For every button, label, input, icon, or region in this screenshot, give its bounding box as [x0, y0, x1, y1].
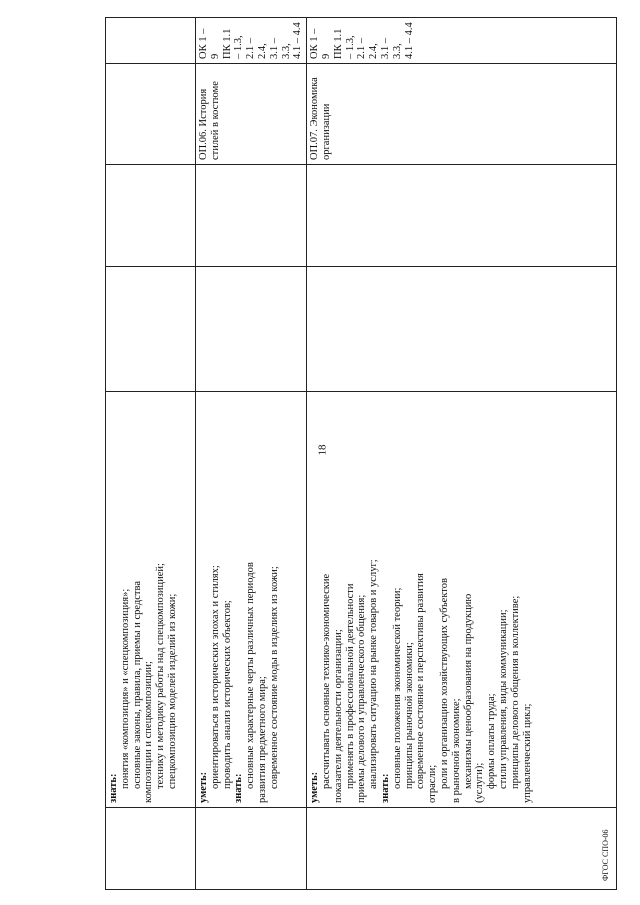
competency-line: 3.1 – 3.3, [379, 38, 403, 59]
competency-table [105, 17, 617, 890]
hours-max-cell [307, 267, 617, 392]
know-label: знать: [233, 773, 245, 803]
requirement-line: стили управления, виды коммуникации; [497, 609, 509, 789]
can-label: уметь: [198, 771, 209, 803]
requirement-line: основные законы, правила, приемы и средства [131, 581, 143, 789]
hours-max-cell [196, 267, 307, 392]
requirement-line: развития предметного мира; [256, 676, 268, 803]
competency-line: ПК 1.1 – 1.3, [332, 28, 356, 59]
competency-cell [106, 18, 196, 64]
competency-line: 4.1 – 4.4 [292, 22, 304, 59]
requirement-line: понятия «композиция» и «спецкомпозиция»; [119, 588, 131, 789]
competency-line: ОК 1 – 9 [198, 28, 221, 59]
competency-line: 2.1 – 2.4, [356, 38, 380, 59]
cell-empty [106, 808, 196, 890]
cell-empty [307, 808, 617, 890]
table-row [106, 18, 196, 890]
hours-class-cell [307, 165, 617, 267]
requirement-line: рассчитывать основные технико-экономические [320, 573, 332, 789]
requirement-line: основные характерные черты различных периодов [245, 562, 257, 789]
table-row [307, 18, 617, 890]
cell-empty [196, 808, 307, 890]
requirements-cell [106, 392, 196, 808]
document-footer: ФГОС СПО-06 [601, 829, 610, 881]
requirement-line: принципы делового общения в коллективе; [509, 595, 521, 789]
requirement-line: ориентироваться в исторических эпохах и стилях; [209, 565, 221, 789]
requirement-line: принципы рыночной экономики; [403, 642, 415, 789]
requirement-line: показатели деятельности организации; [332, 629, 344, 803]
discipline-cell [106, 64, 196, 165]
requirements-cell [196, 392, 307, 808]
table-row [196, 18, 307, 890]
hours-max-cell [106, 267, 196, 392]
discipline-cell: ОП.06. История стилей в костюме [196, 64, 307, 165]
requirements-cell [307, 392, 617, 808]
know-label: знать: [379, 773, 391, 803]
can-label: уметь: [309, 771, 321, 803]
page-number: 18 [316, 444, 329, 456]
hours-class-cell [196, 165, 307, 267]
competency-line: 3.1 – 3.3, [268, 38, 292, 59]
competency-line: 4.1 – 4.4 [403, 22, 415, 59]
competency-line: 2.1 – 2.4, [245, 38, 268, 59]
competency-cell [307, 18, 617, 64]
requirement-line: спецкомпозицию моделей изделий из кожи; [166, 593, 178, 789]
requirement-line: отрасли; [427, 764, 439, 803]
requirement-line: технику и методику работы над спецкомпозицией; [155, 563, 167, 789]
requirement-line: проводить анализ исторических объектов; [221, 600, 233, 789]
requirement-line: механизмы ценообразования на продукцию [462, 593, 474, 789]
rotated-table-container [105, 18, 597, 890]
requirement-line: в рыночной экономике; [450, 698, 462, 803]
requirement-line: применять в профессиональной деятельности [344, 583, 356, 789]
know-label: знать: [108, 773, 119, 803]
competency-line: ОК 1 – 9 [309, 28, 332, 59]
requirement-line: приемы делового и управленческого общения; [356, 594, 368, 803]
requirement-line: анализировать ситуацию на рынке товаров и услуг; [368, 559, 380, 789]
requirement-line: композиции и спецкомпозиции; [143, 661, 155, 803]
requirement-line: управленческий цикл; [521, 703, 533, 803]
discipline-cell: ОП.07. Экономика организации [307, 64, 617, 165]
requirement-line: современное состояние моды в изделиях из кожи; [268, 566, 280, 789]
requirement-line: современное состояние и перспективы развития [415, 573, 427, 789]
requirement-line: основные положения экономической теории; [391, 587, 403, 789]
requirement-line: роли и организацию хозяйствующих субъектов [438, 578, 450, 789]
requirement-line: (услуги); [474, 762, 486, 803]
requirement-line: формы оплаты труда; [486, 693, 498, 789]
competency-line: ПК 1.1 – 1.3, [221, 28, 245, 59]
hours-class-cell [106, 165, 196, 267]
competency-cell [196, 18, 307, 64]
